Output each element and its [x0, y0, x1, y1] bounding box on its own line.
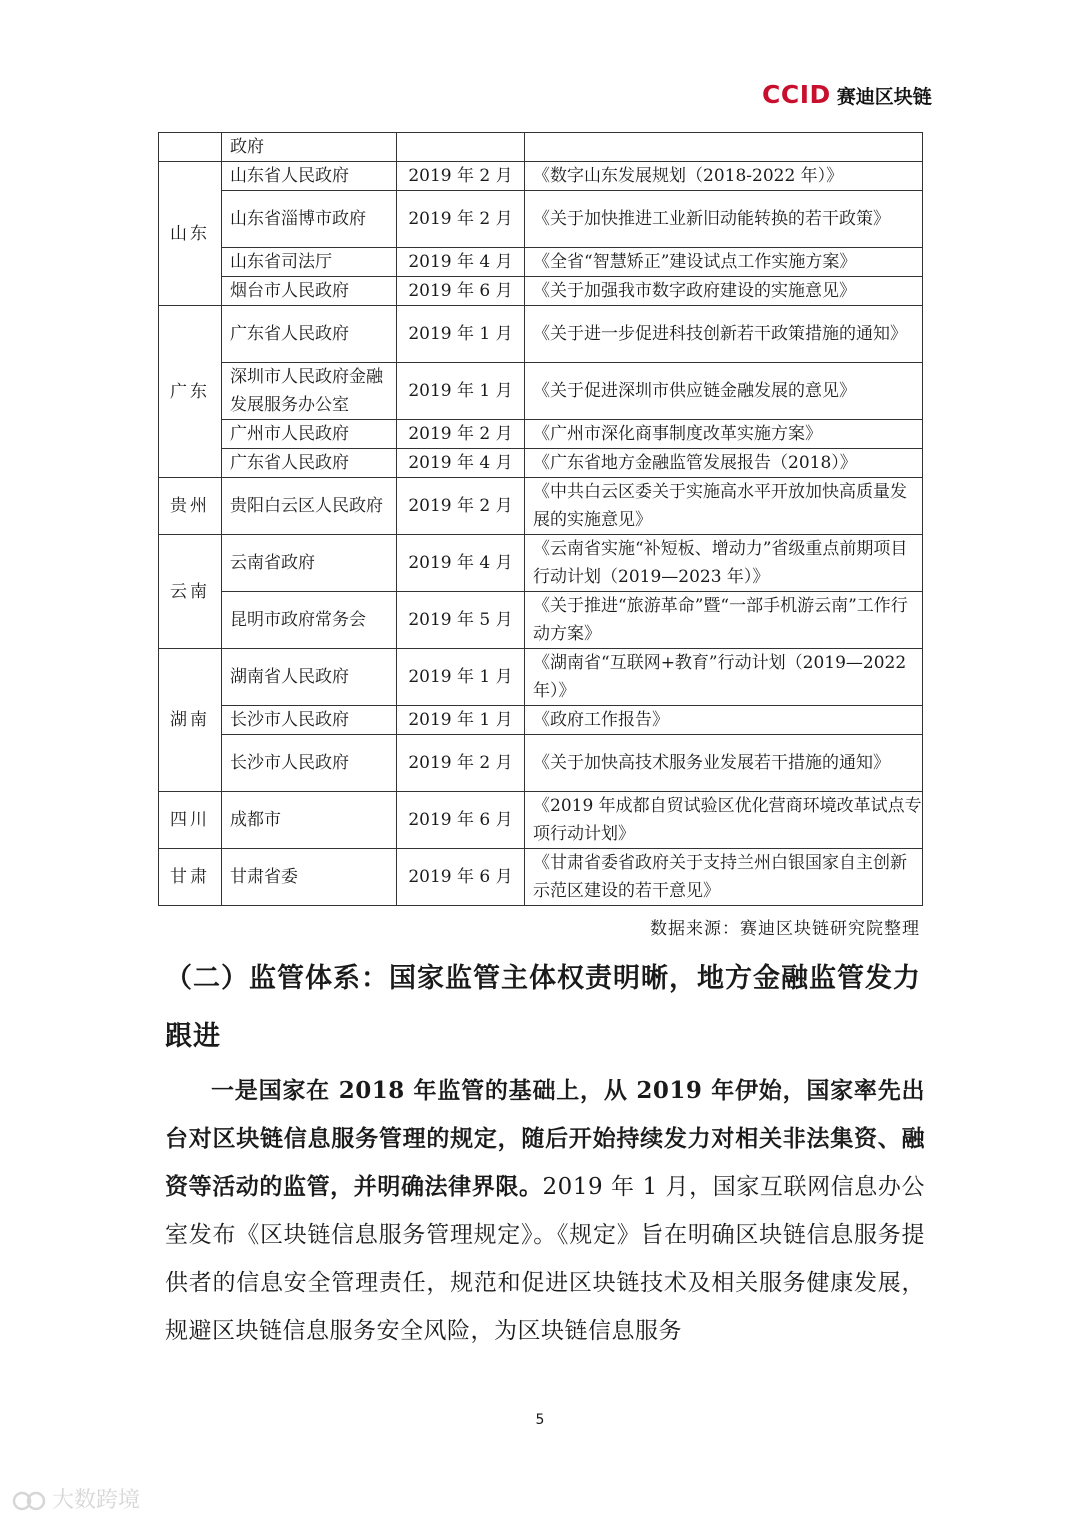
department-cell: 云南省政府 — [222, 535, 397, 592]
watermark-text: 大数跨境 — [52, 1488, 141, 1513]
watermark-logo-icon — [12, 1488, 48, 1514]
date-cell: 2019 年 1 月 — [397, 706, 525, 735]
table-row — [159, 363, 923, 420]
province-cell: 湖南 — [159, 649, 222, 792]
header-logo — [762, 80, 932, 109]
table-row — [159, 420, 923, 449]
department-cell: 山东省人民政府 — [222, 162, 397, 191]
document-cell: 《关于进一步促进科技创新若干政策措施的通知》 — [525, 306, 923, 363]
document-cell: 《中共白云区委关于实施高水平开放加快高质量发展的实施意见》 — [525, 478, 923, 535]
date-cell: 2019 年 1 月 — [397, 306, 525, 363]
document-cell: 《关于加快高技术服务业发展若干措施的通知》 — [525, 735, 923, 792]
document-cell — [525, 133, 923, 162]
document-cell: 《关于推进“旅游革命”暨“一部手机游云南”工作行动方案》 — [525, 592, 923, 649]
date-cell: 2019 年 1 月 — [397, 649, 525, 706]
ccid-logo-mark: CCID — [762, 80, 831, 109]
date-cell: 2019 年 2 月 — [397, 420, 525, 449]
date-cell: 2019 年 4 月 — [397, 535, 525, 592]
body-continuation: 2019 年 1 月，国家互联网信息办公室发布《区块链信息服务管理规定》。《规定》旨在明确区块链信息服务提供者的信息安全管理责任，规范和促进区块链技术及相关服务健康发展，规避区块链信息服务安全风险，为区块链信息服务 — [165, 1174, 925, 1344]
department-cell: 湖南省人民政府 — [222, 649, 397, 706]
date-cell: 2019 年 4 月 — [397, 449, 525, 478]
department-cell: 山东省司法厅 — [222, 248, 397, 277]
date-cell — [397, 133, 525, 162]
province-cell: 广东 — [159, 306, 222, 478]
province-cell: 云南 — [159, 535, 222, 649]
date-cell: 2019 年 6 月 — [397, 277, 525, 306]
table-row — [159, 191, 923, 248]
province-cell — [159, 133, 222, 162]
date-cell: 2019 年 6 月 — [397, 792, 525, 849]
department-cell: 政府 — [222, 133, 397, 162]
document-cell: 《全省“智慧矫正”建设试点工作实施方案》 — [525, 248, 923, 277]
document-cell: 《湖南省“互联网+教育”行动计划（2019—2022 年）》 — [525, 649, 923, 706]
date-cell: 2019 年 5 月 — [397, 592, 525, 649]
date-cell: 2019 年 1 月 — [397, 363, 525, 420]
date-cell: 2019 年 2 月 — [397, 162, 525, 191]
date-cell: 2019 年 4 月 — [397, 248, 525, 277]
table-row — [159, 277, 923, 306]
date-cell: 2019 年 2 月 — [397, 191, 525, 248]
table-row — [159, 706, 923, 735]
department-cell: 贵阳白云区人民政府 — [222, 478, 397, 535]
table-row — [159, 133, 923, 162]
table-row — [159, 306, 923, 363]
table-row — [159, 248, 923, 277]
table-row — [159, 735, 923, 792]
document-cell: 《甘肃省委省政府关于支持兰州白银国家自主创新示范区建设的若干意见》 — [525, 849, 923, 906]
department-cell: 成都市 — [222, 792, 397, 849]
policy-table — [158, 132, 923, 906]
department-cell: 广东省人民政府 — [222, 449, 397, 478]
department-cell: 广东省人民政府 — [222, 306, 397, 363]
date-cell: 2019 年 2 月 — [397, 735, 525, 792]
date-cell: 2019 年 2 月 — [397, 478, 525, 535]
document-cell: 《政府工作报告》 — [525, 706, 923, 735]
table-row — [159, 478, 923, 535]
document-cell: 《云南省实施“补短板、增动力”省级重点前期项目行动计划（2019—2023 年）》 — [525, 535, 923, 592]
document-cell: 《2019 年成都自贸试验区优化营商环境改革试点专项行动计划》 — [525, 792, 923, 849]
province-cell: 甘肃 — [159, 849, 222, 906]
body-paragraph — [165, 1067, 925, 1355]
province-cell: 四川 — [159, 792, 222, 849]
table-row — [159, 162, 923, 191]
document-cell: 《关于加强我市数字政府建设的实施意见》 — [525, 277, 923, 306]
body-lead-sentence: 一是国家在 2018 年监管的基础上，从 2019 年伊始，国家率先出台对区块链信息服务管理的规定，随后开始持续发力对相关非法集资、融资等活动的监管，并明确法律界限。 — [165, 1077, 925, 1200]
table-row — [159, 792, 923, 849]
document-cell: 《数字山东发展规划（2018-2022 年）》 — [525, 162, 923, 191]
department-cell: 广州市人民政府 — [222, 420, 397, 449]
watermark — [12, 1483, 140, 1514]
department-cell: 深圳市人民政府金融发展服务办公室 — [222, 363, 397, 420]
department-cell: 长沙市人民政府 — [222, 706, 397, 735]
document-cell: 《关于加快推进工业新旧动能转换的若干政策》 — [525, 191, 923, 248]
table-row — [159, 592, 923, 649]
ccid-logo-text: 赛迪区块链 — [836, 86, 932, 108]
department-cell: 烟台市人民政府 — [222, 277, 397, 306]
section-heading: （二）监管体系：国家监管主体权责明晰，地方金融监管发力跟进 — [165, 963, 921, 1052]
page-number: 5 — [535, 1412, 545, 1428]
department-cell: 山东省淄博市政府 — [222, 191, 397, 248]
province-cell: 贵州 — [159, 478, 222, 535]
table-row — [159, 649, 923, 706]
department-cell: 长沙市人民政府 — [222, 735, 397, 792]
table-row — [159, 849, 923, 906]
province-cell: 山东 — [159, 162, 222, 306]
department-cell: 昆明市政府常务会 — [222, 592, 397, 649]
table-row — [159, 535, 923, 592]
document-cell: 《广州市深化商事制度改革实施方案》 — [525, 420, 923, 449]
document-cell: 《广东省地方金融监管发展报告（2018）》 — [525, 449, 923, 478]
date-cell: 2019 年 6 月 — [397, 849, 525, 906]
document-cell: 《关于促进深圳市供应链金融发展的意见》 — [525, 363, 923, 420]
table-row — [159, 449, 923, 478]
data-source-note: 数据来源：赛迪区块链研究院整理 — [650, 919, 920, 939]
department-cell: 甘肃省委 — [222, 849, 397, 906]
